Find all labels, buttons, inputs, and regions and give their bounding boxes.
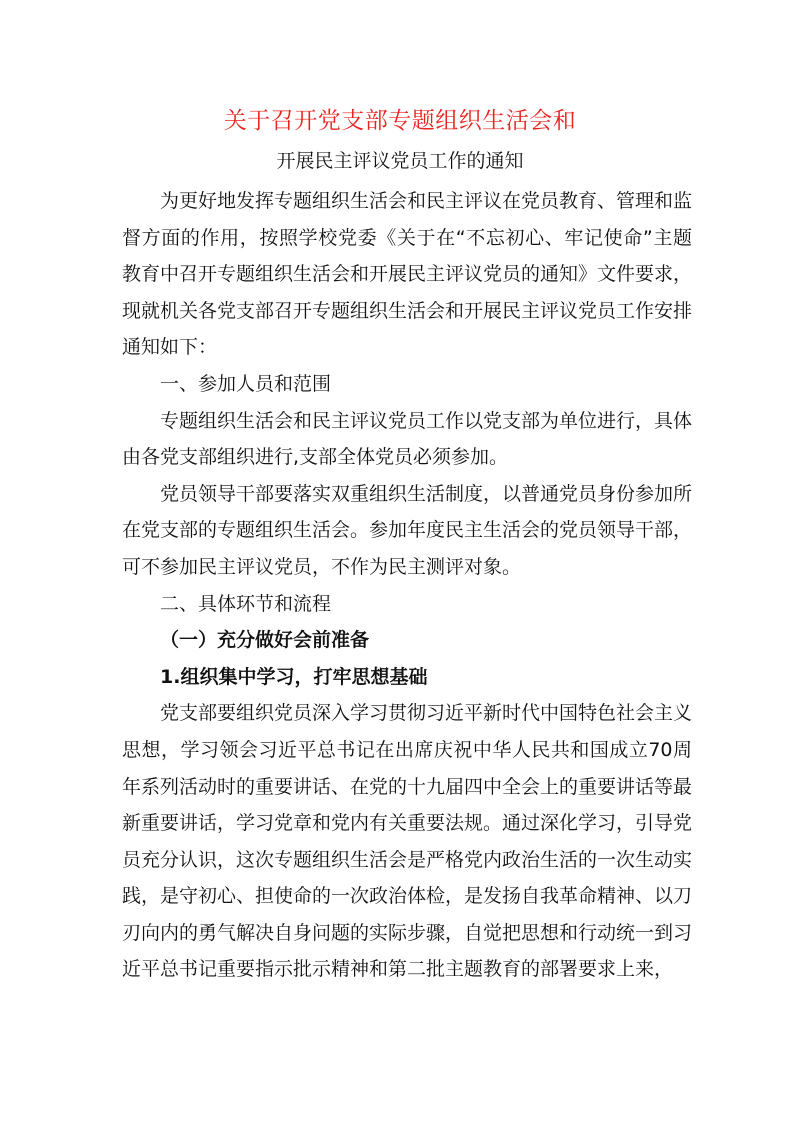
section-heading-2: 二、具体环节和流程 bbox=[160, 592, 332, 615]
section-heading-1: 一、参加人员和范围 bbox=[160, 372, 332, 395]
body-paragraph: 党支部要组织党员深入学习贯彻习近平新时代中国特色社会主义思想，学习领会习近平总书记在出席庆祝中华人民共和国成立70周年系列活动时的重要讲话、在党的十九届四中全会上的重要讲话等最新重要讲话，学习党章和党内有关重要法规。通过深化学习，引导党员充分认识，这次专题组织生活会是严格党内政治生活的一次生动实践，是守初心、担使命的一次政治体检，是发扬自我革命精神、以刀刃向内的勇气解决自身问题的实际步骤，自觉把思想和行动统一到习近平总书记重要指示批示精神和第二批主题教育的部署要求上来， bbox=[122, 702, 693, 981]
body-paragraph: 专题组织生活会和民主评议党员工作以党支部为单位进行，具体由各党支部组织进行,支部全体党员必须参加。 bbox=[122, 409, 693, 469]
subsection-heading: （一）充分做好会前准备 bbox=[160, 629, 370, 652]
document-title: 关于召开党支部专题组织生活会和 bbox=[223, 108, 577, 134]
document-subtitle: 开展民主评议党员工作的通知 bbox=[276, 150, 524, 172]
body-paragraph: 党员领导干部要落实双重组织生活制度，以普通党员身份参加所在党支部的专题组织生活会。参加年度民主生活会的党员领导干部，可不参加民主评议党员，不作为民主测评对象。 bbox=[122, 482, 693, 578]
intro-paragraph: 为更好地发挥专题组织生活会和民主评议在党员教育、管理和监督方面的作用，按照学校党委《关于在“不忘初心、牢记使命”主题教育中召开专题组织生活会和开展民主评议党员的通知》文件要求，现就机关各党支部召开专题组织生活会和开展民主评议党员工作安排通知如下： bbox=[122, 190, 693, 359]
document-body bbox=[122, 183, 692, 988]
item-heading: 1.组织集中学习，打牢思想基础 bbox=[160, 665, 428, 688]
